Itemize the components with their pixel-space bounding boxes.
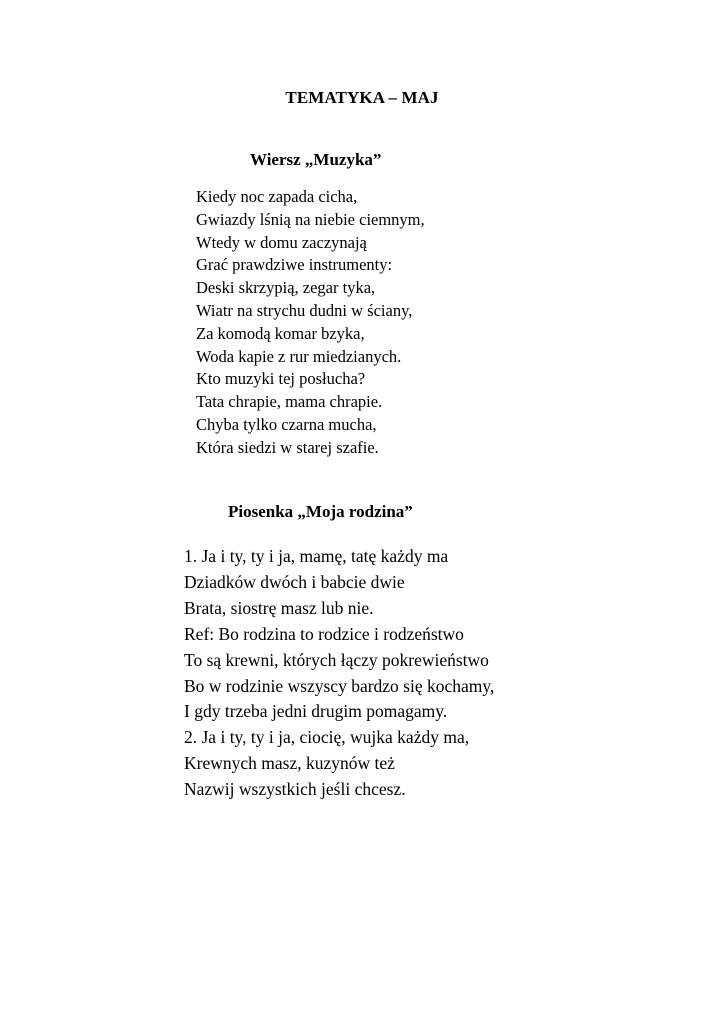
poem-line: Wtedy w domu zaczynają — [196, 232, 367, 252]
document-title: TEMATYKA – MAJ — [285, 88, 439, 107]
poem-line: Wiatr na strychu dudni w ściany, — [196, 300, 413, 320]
poem-line: Kto muzyki tej posłucha? — [196, 369, 366, 389]
song-line: Bo w rodzinie wszyscy bardzo się kochamy, — [184, 675, 495, 696]
song-line: 2. Ja i ty, ty i ja, ciocię, wujka każdy ma, — [184, 727, 470, 748]
poem-line: Tata chrapie, mama chrapie. — [196, 392, 383, 412]
song-line: 1. Ja i ty, ty i ja, mamę, tatę każdy ma — [184, 546, 449, 566]
song-line: Ref: Bo rodzina to rodzice i rodzeństwo — [184, 623, 464, 644]
song-line: Krewnych masz, kuzynów też — [184, 753, 395, 774]
song-line: To są krewni, których łączy pokrewieństwo — [184, 649, 489, 670]
song-line: I gdy trzeba jedni drugim pomagamy. — [184, 701, 448, 722]
poem-line: Chyba tylko czarna mucha, — [196, 414, 377, 434]
song-title: Piosenka „Moja rodzina” — [228, 502, 413, 521]
poem-line: Grać prawdziwe instrumenty: — [196, 255, 393, 275]
song-line: Nazwij wszystkich jeśli chcesz. — [184, 779, 406, 800]
song-line: Brata, siostrę masz lub nie. — [184, 597, 374, 618]
poem-title: Wiersz „Muzyka” — [250, 150, 382, 169]
poem-text — [196, 186, 425, 460]
poem-line: Która siedzi w starej szafie. — [196, 437, 379, 457]
poem-line: Deski skrzypią, zegar tyka, — [196, 278, 376, 298]
poem-line: Kiedy noc zapada cicha, — [196, 187, 358, 206]
poem-line: Za komodą komar bzyka, — [196, 323, 365, 343]
poem-line: Gwiazdy lśnią na niebie ciemnym, — [196, 209, 425, 229]
song-line: Dziadków dwóch i babcie dwie — [184, 571, 405, 592]
poem-line: Woda kapie z rur miedzianych. — [196, 346, 402, 366]
song-text — [184, 544, 494, 803]
